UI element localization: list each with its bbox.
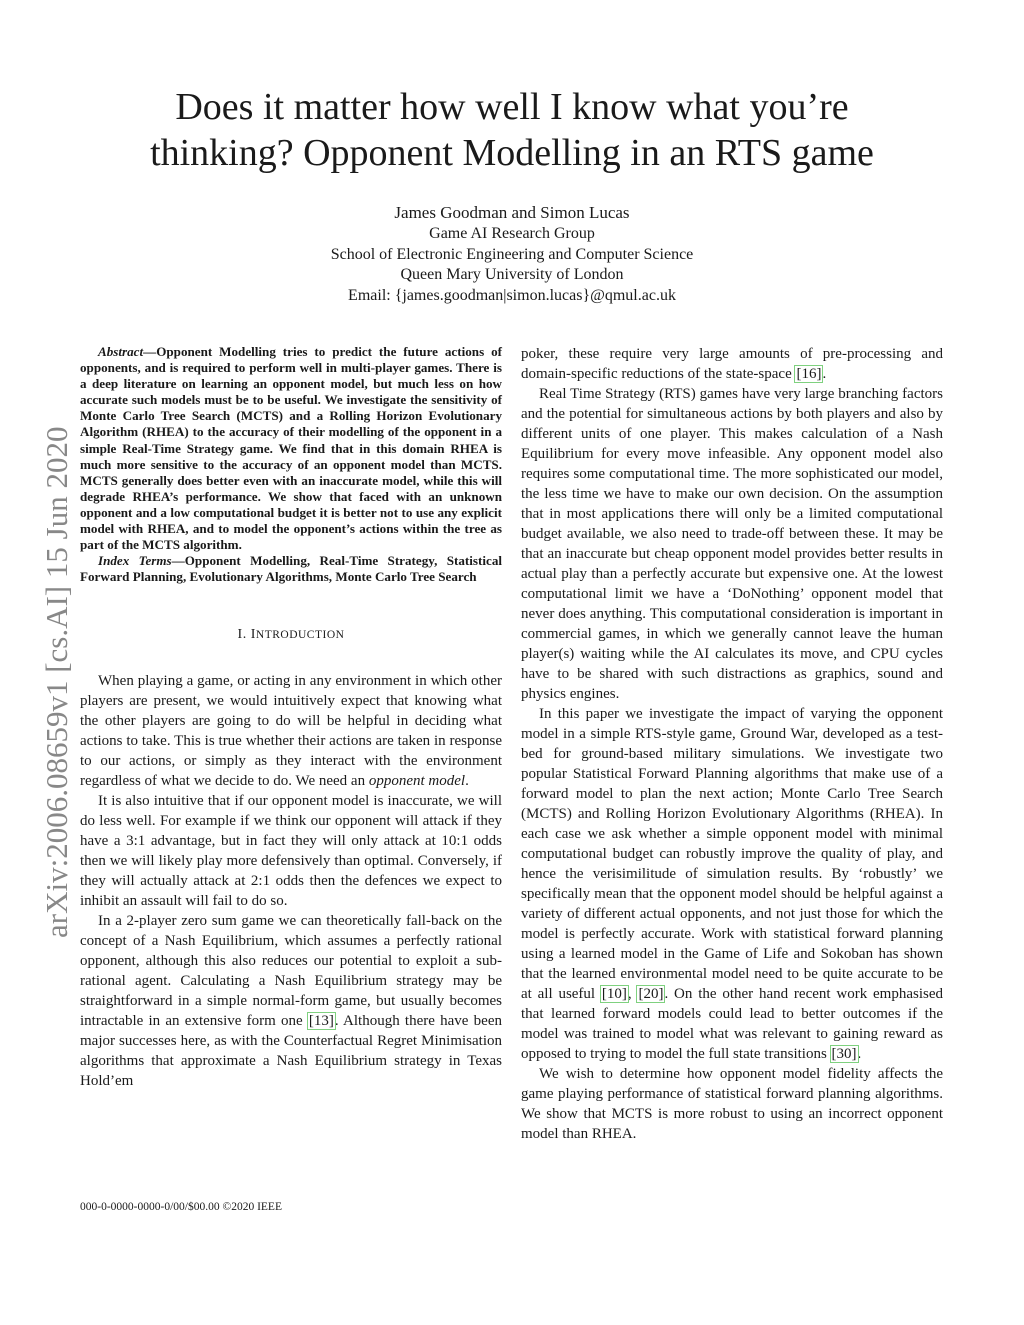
author-email: Email: {james.goodman|simon.lucas}@qmul.ac.uk — [348, 286, 676, 304]
citation-10-link[interactable]: [10] — [601, 986, 627, 1002]
section-heading-introduction — [80, 625, 502, 645]
intro-paragraph-6: We wish to determine how opponent model fidelity affects the game playing performance of statistical forward planning algorithms. We show that MCTS is more robust to using an incorrect opponent model than RHEA. — [521, 1066, 943, 1142]
r3-text-a: In this paper we investigate the impact of varying the opponent model in a simple RTS-style game, Ground War, developed as a test-bed for ground-based military simulations. We investigate two popular Statistical Forward Planning algorithms that make use of a forward model to plan the next action; Monte Carlo Tree Search (MCTS) and Rolling Horizon Evolutionary Algorithms (RHEA). In each case we ask whether a simple opponent model with minimal computational budget can robustly improve the quality of play, and hence the verisimilitude of simulation results. By ‘robustly’ we specifically mean that the opponent model should be helpful against a variety of different actual opponents, and not just those for which the model is perfectly accurate. Work with statistical forward planning using a learned model in the Game of Life and Sokoban has shown that the learned environmental model need to be quite accurate to be at all useful — [521, 706, 943, 1002]
title-line-2: thinking? Opponent Modelling in an RTS game — [150, 132, 874, 174]
r3-text-b: , — [627, 986, 638, 1002]
r1-text: poker, these require very large amounts of pre-processing and domain-specific reductions of the state-space — [521, 346, 943, 382]
author-university: Queen Mary University of London — [400, 266, 624, 283]
author-block — [60, 202, 964, 306]
citation-13-link[interactable]: [13] — [308, 1013, 334, 1030]
citation-16-link[interactable]: [16] — [796, 366, 822, 382]
r3-text-c: . On the other hand recent work emphasised that learned forward models could lead to better outcomes if the model was trained to model what was relevant to gaining reward as opposed to trying to model the full state transitions — [521, 986, 943, 1062]
intro-p1-emphasis: opponent model — [368, 773, 466, 790]
paper-title — [60, 84, 964, 176]
intro-paragraph-3 — [80, 911, 502, 1091]
intro-paragraph-4: Real Time Strategy (RTS) games have very large branching factors and the potential for simultaneous actions by both players and also by different units of one player. This makes calculation of a Nash Equilibrium for every move infeasible. Any opponent model also requires some computational time. The more sophisticated our model, the less time we have to make our own decision. On the assumption that in most applications there will only be a limited computational budget available, we also need to trade-off between these. It may be that an inaccurate but cheap opponent model provides better results in actual play than a perfectly accurate but expensive one. At the lowest computational limit we have a ‘DoNothing’ opponent model that never does anything. This computational consideration is important in commercial games, in which we generally cannot leave the human player(s) waiting while the AI calculates its move, and CPU cycles have to be shared with such distractions as graphics, sound and physics engines. — [521, 386, 943, 702]
intro-p1-end: . — [465, 773, 469, 790]
copyright-footer: 000-0-0000-0000-0/00/$00.00 ©2020 IEEE — [80, 1201, 282, 1213]
citation-20-link[interactable]: [20] — [638, 986, 664, 1002]
right-column — [521, 344, 943, 1144]
author-group: Game AI Research Group — [429, 225, 595, 242]
intro-paragraph-5 — [521, 704, 943, 1064]
index-terms-text: —Opponent Modelling, Real-Time Strategy, Statistical Forward Planning, Evolutionary Algorithms, Monte Carlo Tree Search — [80, 553, 502, 585]
arxiv-stamp: arXiv:2006.08659v1 [cs.AI] 15 Jun 2020 — [39, 426, 74, 938]
intro-paragraph-2: It is also intuitive that if our opponent model is inaccurate, we will do less well. For example if we think our opponent will attack if they have a 3:1 advantage, but in fact they will only attack at 10:1 odds then we will likely play more defensively than optimal. Conversely, if they will actually attack at 2:1 odds then the defences we expect to inhibit an assault will fail to do so. — [80, 793, 502, 910]
r3-text-d: . — [857, 1046, 862, 1062]
left-column — [80, 344, 502, 1091]
intro-p3-text: In a 2-player zero sum game we can theoretically fall-back on the concept of a Nash Equilibrium, which assumes a perfectly rational opponent, although this also reduces our potential to exploit a sub-rational agent. Calculating a Nash Equilibrium strategy may be straightforward in a simple normal-form game, but usually becomes intractable in an extensive form one — [80, 913, 502, 1030]
intro-p1-text: When playing a game, or acting in any environment in which other players are present, we would intuitively expect that knowing what the other players are going to do will be helpful in deciding what actions to take. This is true whether their actions are taken in response to our actions, or simply as they interact with the environment regardless of what we decide to do. We need an — [80, 673, 502, 790]
author-school: School of Electronic Engineering and Computer Science — [330, 245, 694, 263]
abstract-text: —Opponent Modelling tries to predict the future actions of opponents, and is required to perform well in multi-player games. There is a deep literature on learning an opponent model, but much less on how accurate such models must be to be useful. We investigate the sensitivity of Monte Carlo Tree Search (MCTS) and a Rolling Horizon Evolutionary Algorithm (RHEA) to the accuracy of their modelling of the opponent in a simple Real-Time Strategy game. We find that in this domain RHEA is much more sensitive to the accuracy of an opponent model than MCTS. MCTS generally does better even with an inaccurate model, while this will degrade RHEA’s performance. We show that faced with an unknown opponent and a low computational budget it is better not to use any explicit model with RHEA, and to model the opponent’s actions within the tree as part of the MCTS algorithm. — [80, 344, 502, 553]
index-terms-lead: Index Terms — [98, 553, 172, 569]
section-title-rest: NTRODUCTION — [255, 629, 345, 642]
intro-p3-end: . Although there have been major successes here, as with the Counterfactual Regret Minimisation algorithms that approximate a Nash Equilibrium strategy in Texas Hold’em — [80, 1013, 502, 1090]
intro-paragraph-3-continued — [521, 344, 943, 384]
abstract — [80, 344, 502, 585]
citation-30-link[interactable]: [30] — [831, 1046, 857, 1062]
author-names: James Goodman and Simon Lucas — [394, 203, 630, 222]
abstract-lead: Abstract — [98, 344, 144, 359]
section-number: I. — [237, 627, 251, 643]
intro-paragraph-1 — [80, 671, 502, 791]
section-first-letter: I — [250, 627, 256, 643]
r1-end: . — [822, 366, 827, 382]
title-line-1: Does it matter how well I know what you’re — [175, 86, 849, 128]
